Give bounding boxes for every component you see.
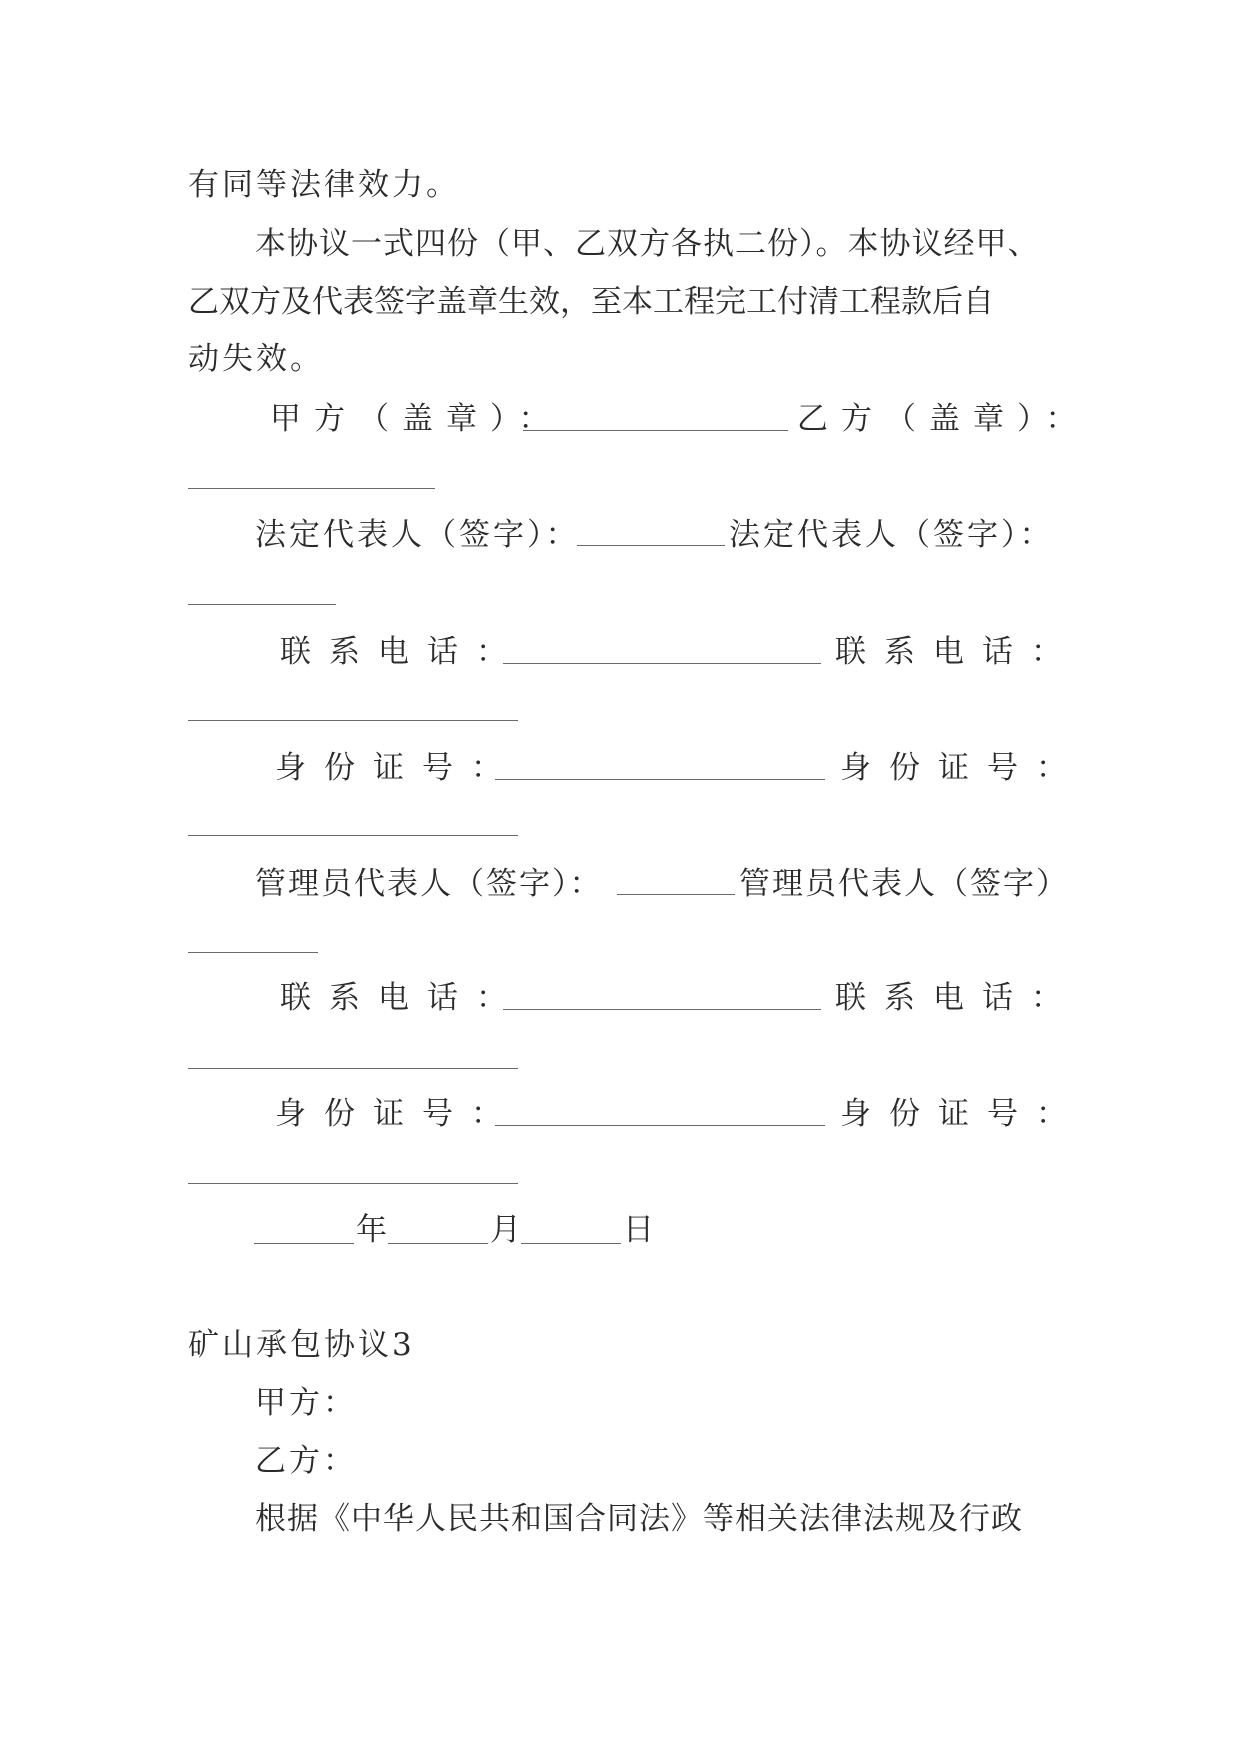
id-blank-b[interactable] [188,835,518,836]
id-label-b: 身份证号： [840,750,1085,786]
legal-rep-label-a: 法定代表人（签字）： [255,517,580,553]
id-blank-a[interactable] [495,779,825,780]
section-title: 矿山承包协议3 [188,1327,415,1363]
party-b-seal-label: 乙方（盖章）： [797,401,1090,437]
admin-rep-blank-b[interactable] [188,952,318,953]
day-blank[interactable] [521,1243,621,1244]
phone-label-b: 联系电话： [835,980,1080,1016]
id-label-b: 身份证号： [840,1096,1085,1132]
id-label-a: 身份证号： [275,1096,520,1132]
phone-blank-b[interactable] [188,1068,518,1069]
admin-rep-blank-a[interactable] [617,894,735,895]
year-label: 年 [356,1212,387,1248]
month-label: 月 [490,1212,521,1248]
phone-blank-a[interactable] [503,1009,821,1010]
phone-label-a: 联系电话： [280,634,525,670]
day-label: 日 [623,1212,654,1248]
party-b-seal-blank[interactable] [188,488,435,489]
party-a-label: 甲方： [255,1385,357,1421]
body-line: 动失效。 [188,341,324,377]
month-blank[interactable] [388,1243,488,1244]
party-a-seal-label: 甲方（盖章）： [270,401,563,437]
body-line: 根据《中华人民共和国合同法》等相关法律法规及行政 [255,1501,1023,1537]
id-blank-a[interactable] [495,1125,825,1126]
party-a-seal-blank[interactable] [523,430,788,431]
body-line: 乙双方及代表签字盖章生效，至本工程完工付清工程款后自 [188,284,994,320]
body-line: 有同等法律效力。 [188,167,460,203]
legal-rep-blank-a[interactable] [577,545,725,546]
legal-rep-label-b: 法定代表人（签字）： [729,517,1054,553]
body-line: 本协议一式四份（甲、乙双方各执二份）。本协议经甲、 [255,226,1040,262]
phone-blank-b[interactable] [188,720,518,721]
phone-blank-a[interactable] [503,663,821,664]
id-label-a: 身份证号： [275,750,520,786]
id-blank-b[interactable] [188,1183,518,1184]
legal-rep-blank-b[interactable] [188,604,336,605]
phone-label-b: 联系电话： [835,634,1080,670]
party-b-label: 乙方： [255,1443,357,1479]
year-blank[interactable] [254,1243,354,1244]
admin-rep-label-a: 管理员代表人（签字）： [255,866,603,902]
admin-rep-label-b: 管理员代表人（签字） [739,866,1069,902]
phone-label-a: 联系电话： [280,980,525,1016]
